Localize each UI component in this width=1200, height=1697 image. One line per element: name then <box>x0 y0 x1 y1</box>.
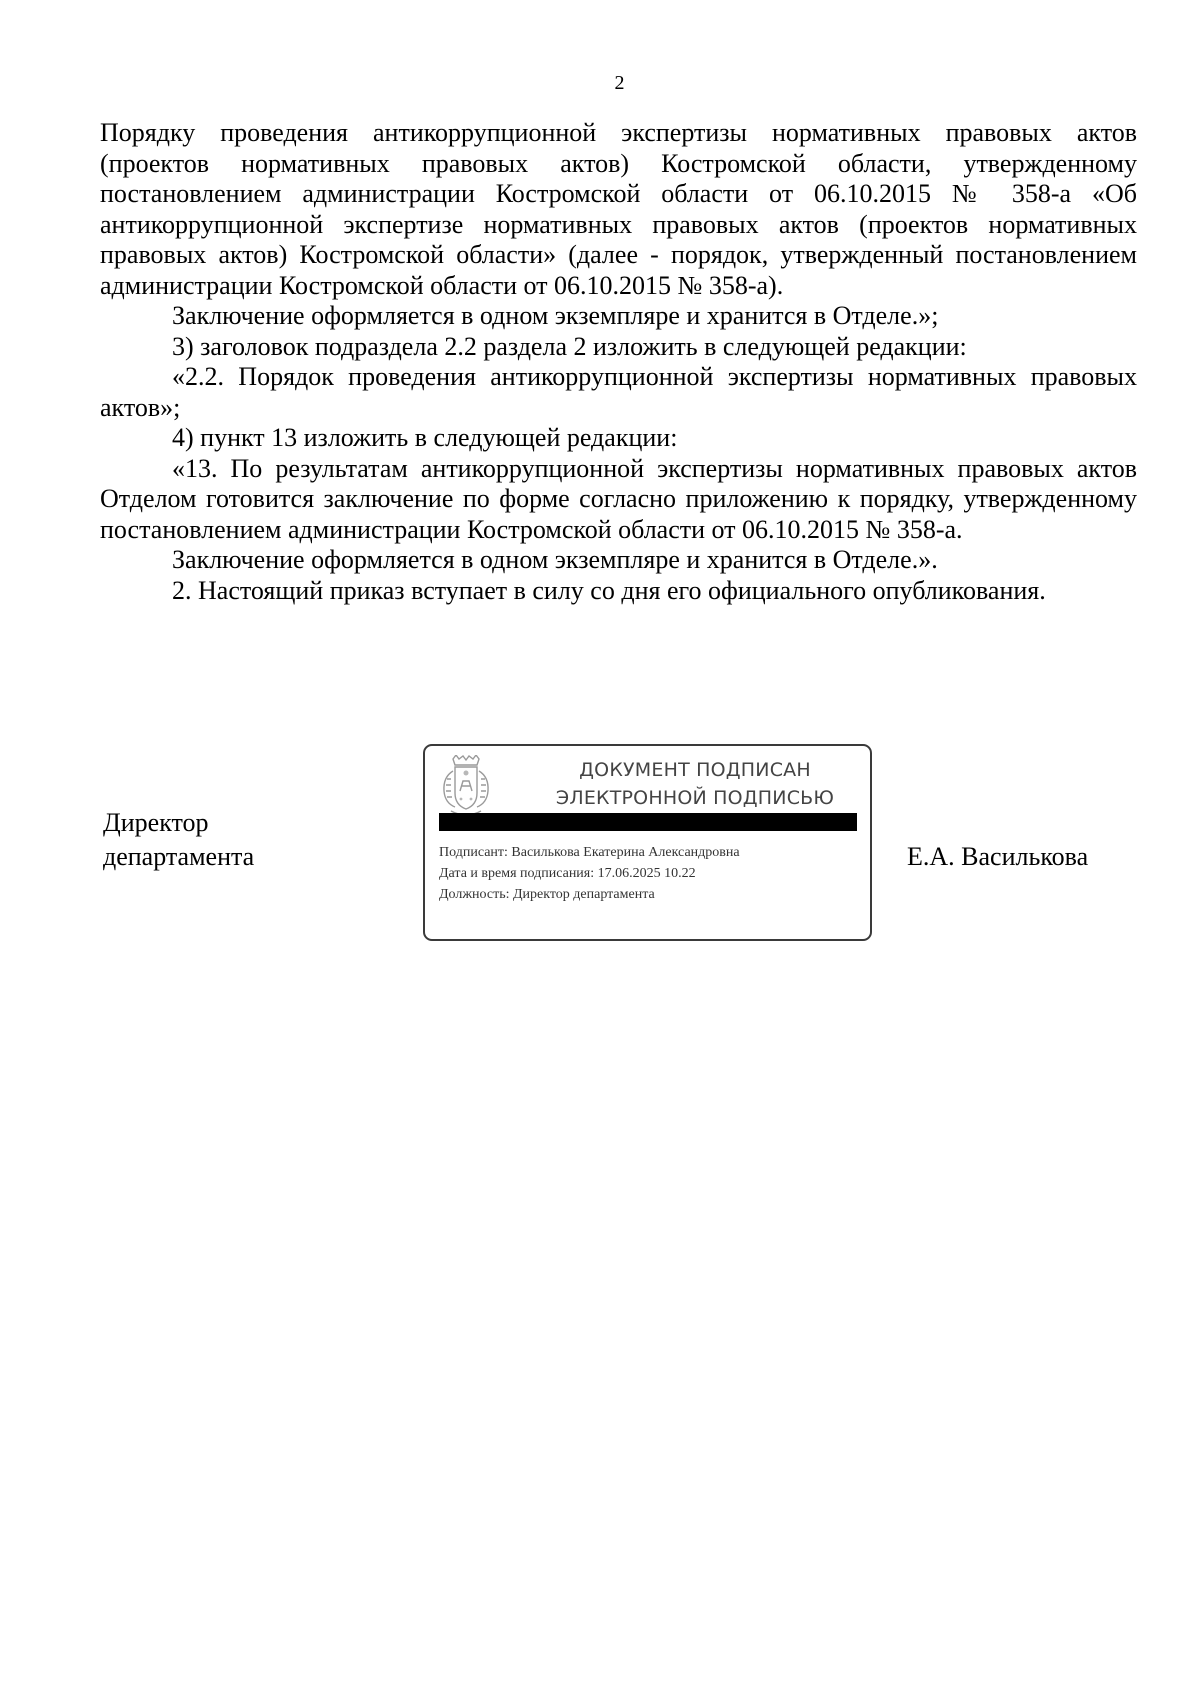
paragraph: «13. По результатам антикоррупционной экспертизы нормативных правовых актов Отделом готовится заключение по форме согласно приложению к порядку, утвержденному постановлением администрации Костромской области от 06.10.2015 № 358-а. <box>100 453 1137 544</box>
stamp-signer: Подписант: Василькова Екатерина Александровна <box>439 845 740 860</box>
stamp-details <box>439 842 740 905</box>
signer-position-line: Директор <box>103 808 209 837</box>
paragraph: 4) пункт 13 изложить в следующей редакции: <box>172 423 678 452</box>
paragraph: 3) заголовок подраздела 2.2 раздела 2 изложить в следующей редакции: <box>172 331 967 361</box>
electronic-signature-stamp <box>423 744 872 941</box>
paragraph: Порядку проведения антикоррупционной экспертизы нормативных правовых актов (проектов нормативных правовых актов) Костромской области, утвержденному постановлением администрации Костромской области от 06.10.2015 № 358-а «Об антикоррупционной экспертизе нормативных правовых актов (проектов нормативных правовых актов) Костромской области» (далее - порядок, утвержденный постановлением администрации Костромской области от 06.10.2015 № 358-а). <box>100 118 1137 300</box>
signer-position <box>103 806 254 874</box>
document-body <box>100 118 1137 606</box>
redacted-certificate-bar <box>439 813 857 831</box>
paragraph: Заключение оформляется в одном экземпляре и хранится в Отделе.». <box>172 545 938 574</box>
signer-name: Е.А. Василькова <box>907 842 1089 871</box>
stamp-signed-at: Дата и время подписания: 17.06.2025 10.22 <box>439 866 696 881</box>
coat-of-arms-icon <box>439 755 493 821</box>
stamp-title-line: ДОКУМЕНТ ПОДПИСАН <box>579 759 811 781</box>
paragraph: «2.2. Порядок проведения антикоррупционной экспертизы нормативных правовых актов»; <box>100 362 1137 422</box>
stamp-title <box>535 756 855 812</box>
paragraph: Заключение оформляется в одном экземпляре и хранится в Отделе.»; <box>172 301 939 330</box>
stamp-position: Должность: Директор департамента <box>439 887 655 902</box>
stamp-title-line: ЭЛЕКТРОННОЙ ПОДПИСЬЮ <box>555 787 835 809</box>
signer-position-line: департамента <box>103 842 255 871</box>
page-number: 2 <box>614 72 625 94</box>
paragraph: 2. Настоящий приказ вступает в силу со дня его официального опубликования. <box>172 575 1046 605</box>
